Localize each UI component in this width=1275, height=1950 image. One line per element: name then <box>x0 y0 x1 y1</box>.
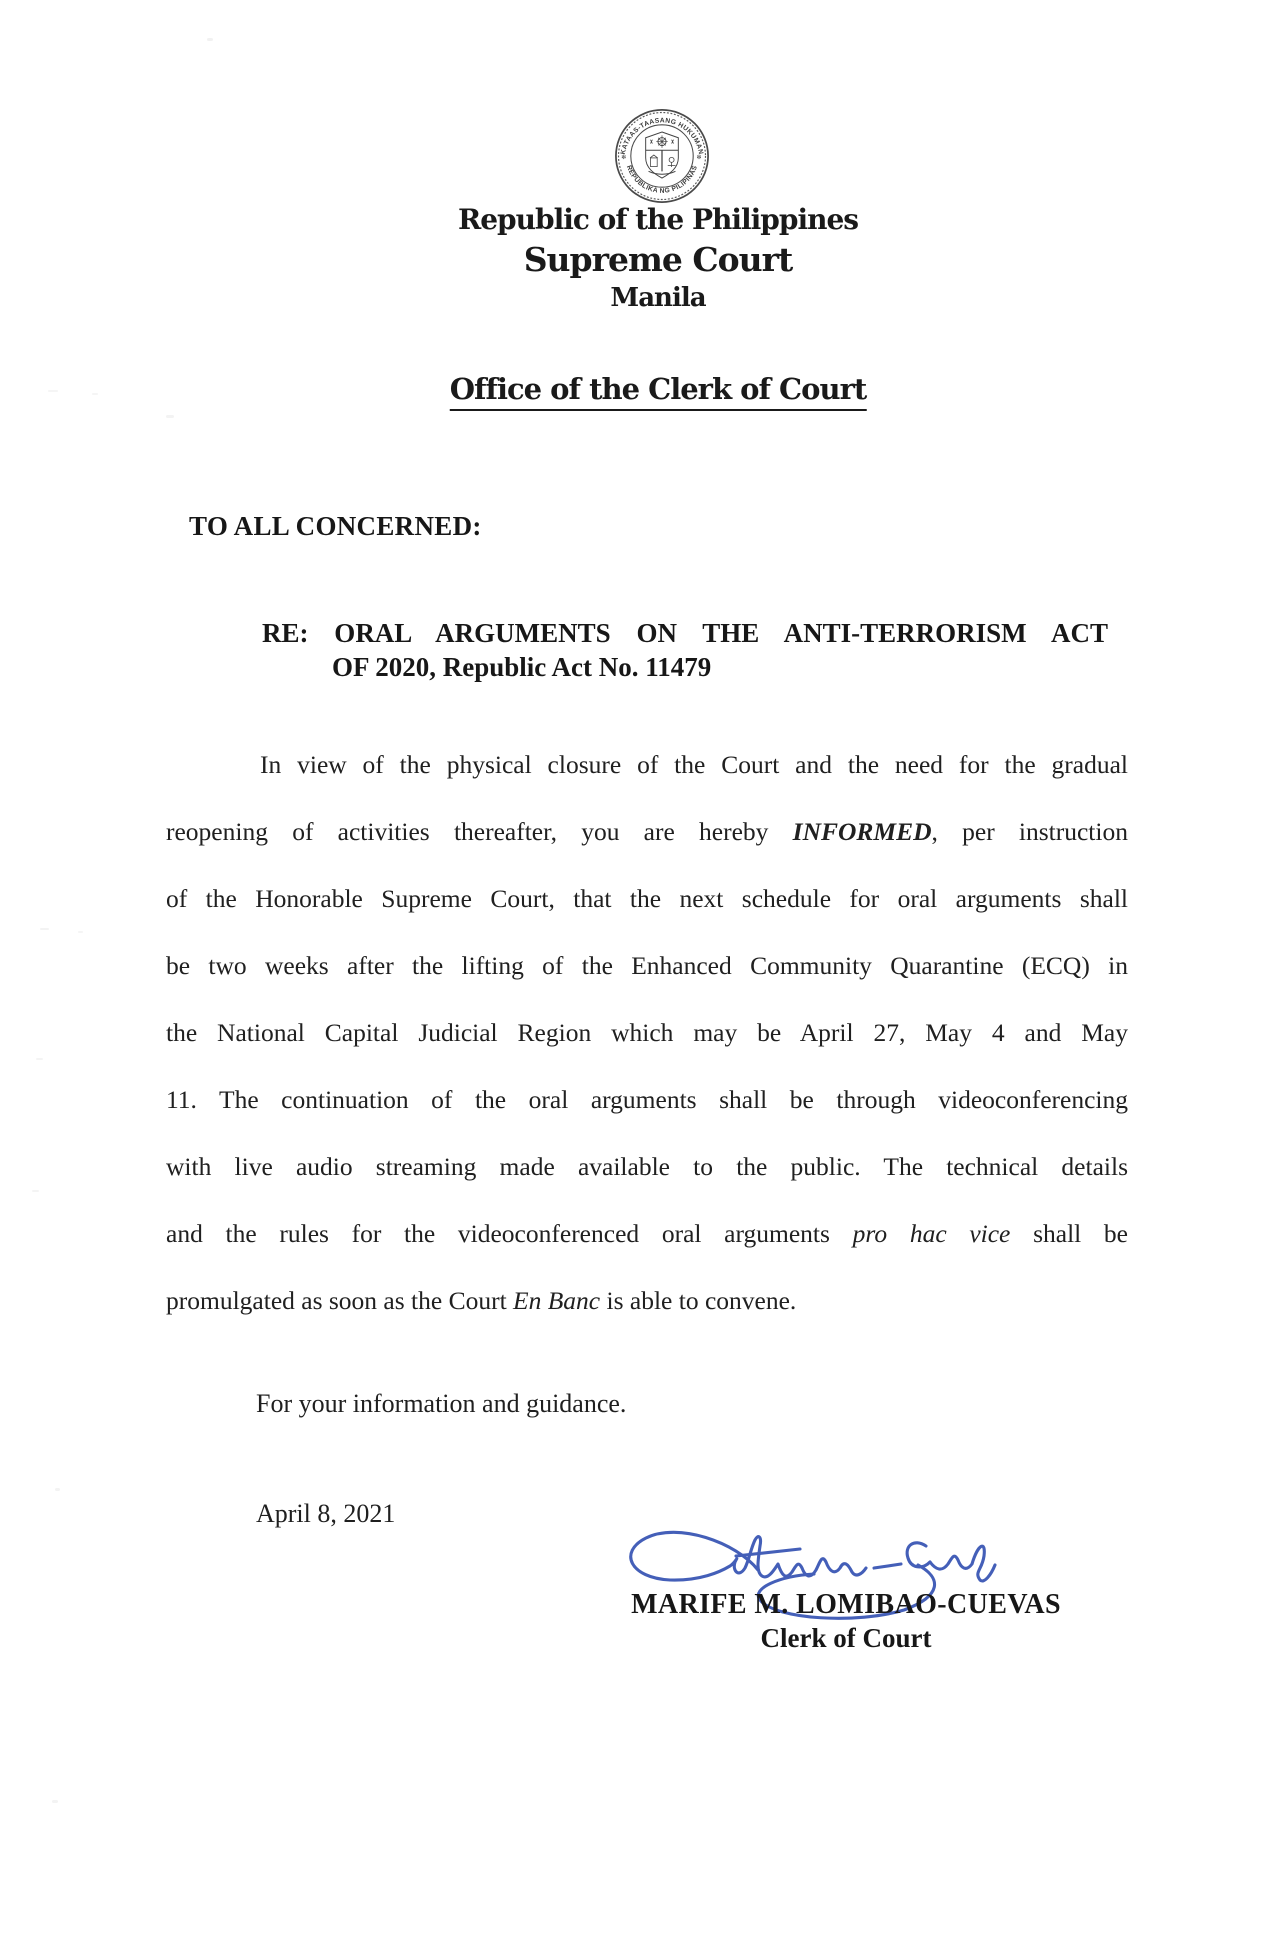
body-line: and the rules for the videoconferenced oral arguments pro hac vice shall be <box>166 1219 1128 1248</box>
salutation: TO ALL CONCERNED: <box>189 511 482 541</box>
letterhead-republic-line: Republic of the Philippines <box>457 203 859 236</box>
seal-shield <box>646 132 679 178</box>
date-line: April 8, 2021 <box>256 1499 396 1528</box>
body-line: of the Honorable Supreme Court, that the next schedule for oral arguments shall <box>166 884 1128 913</box>
scan-artifact <box>92 393 98 395</box>
scan-artifact <box>78 931 83 933</box>
scan-artifact <box>40 928 49 930</box>
subject-block <box>262 617 1108 684</box>
body-paragraph <box>166 731 1128 1334</box>
body-line: the National Capital Judicial Region which may be April 27, May 4 and May <box>166 1018 1128 1047</box>
signatory-block <box>560 1588 1132 1654</box>
seal-ring-top-text: KATAAS-TAASANG HUKUMAN <box>619 117 705 156</box>
scan-artifact <box>36 1058 43 1060</box>
subject-line-2: OF 2020, Republic Act No. 11479 <box>332 651 712 682</box>
scan-artifact <box>48 390 58 392</box>
seal-ring-bottom-text: REPUBLIKA NG PILIPINAS <box>624 164 700 195</box>
body-line: 11. The continuation of the oral arguments shall be through videoconferencing <box>166 1085 1128 1114</box>
closing-line: For your information and guidance. <box>256 1389 627 1418</box>
supreme-court-seal <box>614 108 710 204</box>
subject-line-1: RE: ORAL ARGUMENTS ON THE ANTI-TERRORISM ACT <box>262 618 1108 648</box>
office-title: Office of the Clerk of Court <box>450 372 867 406</box>
letterhead-city-line: Manila <box>610 283 706 313</box>
scan-artifact <box>52 1800 58 1803</box>
scan-artifact <box>55 1488 60 1491</box>
signatory-name: MARIFE M. LOMIBAO-CUEVAS <box>631 1589 1061 1620</box>
body-line: be two weeks after the lifting of the Enhanced Community Quarantine (ECQ) in <box>166 951 1128 980</box>
scan-artifact <box>207 38 213 41</box>
body-line: In view of the physical closure of the Court and the need for the gradual <box>260 750 1128 779</box>
body-line: promulgated as soon as the Court En Banc is able to convene. <box>166 1286 797 1315</box>
body-line: reopening of activities thereafter, you are hereby INFORMED, per instruction <box>166 817 1128 846</box>
seal-separator-left: ✻ <box>621 153 627 161</box>
scan-artifact <box>32 1190 39 1192</box>
signatory-title: Clerk of Court <box>760 1623 932 1653</box>
letterhead-court-line: Supreme Court <box>523 240 793 279</box>
scan-artifact <box>166 415 174 418</box>
body-line: with live audio streaming made available to the public. The technical details <box>166 1152 1128 1181</box>
seal-separator-right: ✻ <box>696 153 702 161</box>
